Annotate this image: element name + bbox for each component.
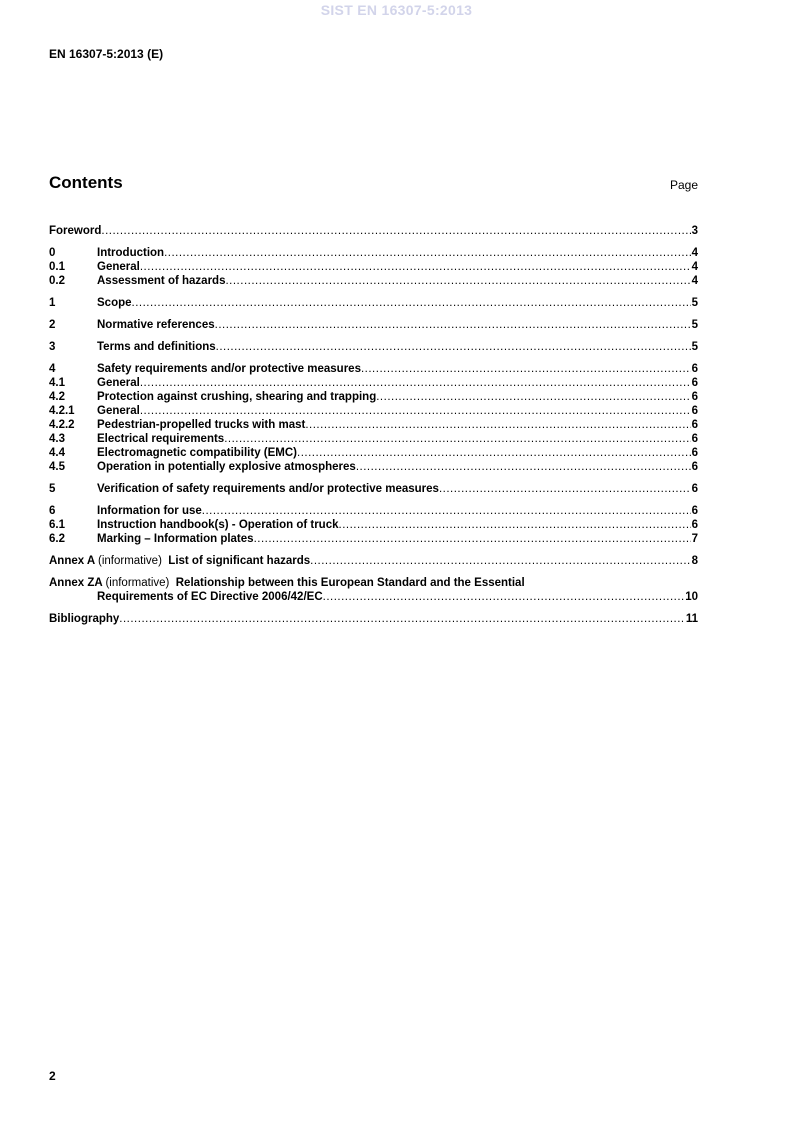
annex-qualifier: (informative) xyxy=(105,577,170,589)
dot-leader xyxy=(216,340,691,354)
dot-leader xyxy=(224,432,690,446)
dot-leader xyxy=(254,532,691,546)
toc-entry-number: 4.4 xyxy=(49,447,65,459)
toc-entry[interactable] xyxy=(49,362,698,376)
toc-entry-title xyxy=(49,554,310,568)
toc-entry[interactable] xyxy=(49,532,698,546)
toc-entry[interactable] xyxy=(49,518,698,532)
toc-entry[interactable] xyxy=(49,390,698,404)
dot-leader xyxy=(140,404,691,418)
toc-entry-number: 5 xyxy=(49,483,56,495)
toc-entry-number: 2 xyxy=(49,319,56,331)
toc-entry[interactable] xyxy=(49,246,698,260)
toc-entry-number: 0.2 xyxy=(49,275,65,287)
toc-entry-page: 6 xyxy=(691,405,698,417)
toc-entry-title: Safety requirements and/or protective measures xyxy=(97,363,361,375)
toc-entry-page: 7 xyxy=(691,533,698,545)
toc-entry-page: 6 xyxy=(691,483,698,495)
toc-entry[interactable] xyxy=(49,296,698,310)
toc-entry[interactable] xyxy=(49,432,698,446)
toc-entry-number: 6.2 xyxy=(49,533,65,545)
dot-leader xyxy=(297,446,691,460)
table-of-contents xyxy=(49,224,698,626)
toc-entry-page: 4 xyxy=(691,275,698,287)
annex-label: Annex ZA xyxy=(49,577,103,589)
toc-entry-title: Protection against crushing, shearing and trapping xyxy=(97,391,377,403)
dot-leader xyxy=(310,554,690,568)
toc-entry[interactable] xyxy=(49,340,698,354)
toc-entry-number: 4.2.1 xyxy=(49,405,75,417)
toc-entry-title: Foreword xyxy=(49,225,102,237)
toc-entry-title: Assessment of hazards xyxy=(97,275,226,287)
toc-entry-number: 0.1 xyxy=(49,261,65,273)
document-id: EN 16307-5:2013 (E) xyxy=(49,47,164,61)
toc-entry-number: 6.1 xyxy=(49,519,65,531)
toc-entry-number: 4.2.2 xyxy=(49,419,75,431)
toc-entry-page: 10 xyxy=(685,591,698,603)
toc-entry-page: 5 xyxy=(691,319,698,331)
dot-leader xyxy=(305,418,690,432)
toc-entry-page: 6 xyxy=(691,519,698,531)
toc-entry-title: Instruction handbook(s) - Operation of truck xyxy=(97,519,339,531)
toc-entry-title: Terms and definitions xyxy=(97,341,216,353)
toc-entry[interactable] xyxy=(49,504,698,518)
dot-leader xyxy=(202,504,691,518)
page-column-label: Page xyxy=(669,178,698,192)
annex-title-line1: Relationship between this European Standard and the Essential xyxy=(175,577,525,589)
dot-leader xyxy=(439,482,691,496)
toc-entry[interactable] xyxy=(49,274,698,288)
dot-leader xyxy=(323,590,685,604)
page-number: 2 xyxy=(49,1069,56,1083)
toc-entry-number: 6 xyxy=(49,505,56,517)
annex-title-line2: Requirements of EC Directive 2006/42/EC xyxy=(97,591,323,603)
dot-leader xyxy=(119,612,685,626)
dot-leader xyxy=(101,224,690,238)
toc-entry[interactable] xyxy=(49,404,698,418)
toc-entry-number: 4.1 xyxy=(49,377,65,389)
toc-entry-page: 6 xyxy=(691,505,698,517)
toc-entry-page: 4 xyxy=(691,247,698,259)
toc-entry-page: 6 xyxy=(691,433,698,445)
toc-entry-annex-za-continuation[interactable] xyxy=(49,590,698,604)
toc-entry[interactable] xyxy=(49,318,698,332)
toc-entry-page: 6 xyxy=(691,419,698,431)
toc-entry-title: General xyxy=(97,377,140,389)
toc-entry-number: 0 xyxy=(49,247,56,259)
toc-entry-bibliography[interactable] xyxy=(49,612,698,626)
toc-entry-title: Scope xyxy=(97,297,132,309)
annex-qualifier: (informative) xyxy=(98,555,162,567)
watermark: SIST EN 16307-5:2013 xyxy=(320,2,473,18)
toc-entry-page: 11 xyxy=(685,613,698,625)
toc-entry-title: Verification of safety requirements and/or protective measures xyxy=(97,483,439,495)
toc-entry-title: General xyxy=(97,261,140,273)
annex-title: List of significant hazards xyxy=(168,555,311,567)
toc-entry-page: 5 xyxy=(691,297,698,309)
annex-label: Annex A xyxy=(49,555,95,567)
dot-leader xyxy=(140,260,691,274)
dot-leader xyxy=(339,518,691,532)
dot-leader xyxy=(356,460,691,474)
toc-entry-title: Electrical requirements xyxy=(97,433,225,445)
toc-entry-page: 6 xyxy=(691,447,698,459)
toc-entry-title: General xyxy=(97,405,140,417)
toc-entry[interactable] xyxy=(49,446,698,460)
toc-entry-title: Bibliography xyxy=(49,613,120,625)
dot-leader xyxy=(361,362,691,376)
toc-entry[interactable] xyxy=(49,418,698,432)
dot-leader xyxy=(215,318,691,332)
toc-entry-title: Electromagnetic compatibility (EMC) xyxy=(97,447,298,459)
toc-entry-page: 8 xyxy=(691,555,698,567)
toc-entry-number: 1 xyxy=(49,297,56,309)
toc-entry-annex-a[interactable] xyxy=(49,554,698,568)
toc-entry-title: Marking – Information plates xyxy=(97,533,254,545)
toc-entry-page: 5 xyxy=(691,341,698,353)
toc-entry-title: Operation in potentially explosive atmospheres xyxy=(97,461,356,473)
toc-entry[interactable] xyxy=(49,460,698,474)
dot-leader xyxy=(164,246,691,260)
toc-entry-page: 6 xyxy=(691,377,698,389)
toc-entry-number: 4.5 xyxy=(49,461,65,473)
toc-entry-page: 6 xyxy=(691,363,698,375)
dot-leader xyxy=(376,390,690,404)
toc-entry-number: 3 xyxy=(49,341,56,353)
toc-entry-title: Normative references xyxy=(97,319,215,331)
toc-entry-page: 6 xyxy=(691,391,698,403)
dot-leader xyxy=(225,274,690,288)
contents-title: Contents xyxy=(49,173,123,192)
toc-entry[interactable] xyxy=(49,376,698,390)
toc-entry-title: Introduction xyxy=(97,247,165,259)
toc-entry-page: 3 xyxy=(691,225,698,237)
dot-leader xyxy=(132,296,691,310)
toc-entry-annex-za[interactable] xyxy=(49,576,698,590)
toc-entry-number: 4.2 xyxy=(49,391,65,403)
toc-entry-number: 4 xyxy=(49,363,56,375)
toc-entry[interactable] xyxy=(49,260,698,274)
toc-entry-page: 4 xyxy=(691,261,698,273)
toc-entry-page: 6 xyxy=(691,461,698,473)
toc-entry-foreword[interactable] xyxy=(49,224,698,238)
dot-leader xyxy=(140,376,691,390)
toc-entry-title: Information for use xyxy=(97,505,202,517)
toc-entry-number: 4.3 xyxy=(49,433,65,445)
toc-entry[interactable] xyxy=(49,482,698,496)
toc-entry-title: Pedestrian-propelled trucks with mast xyxy=(97,419,306,431)
